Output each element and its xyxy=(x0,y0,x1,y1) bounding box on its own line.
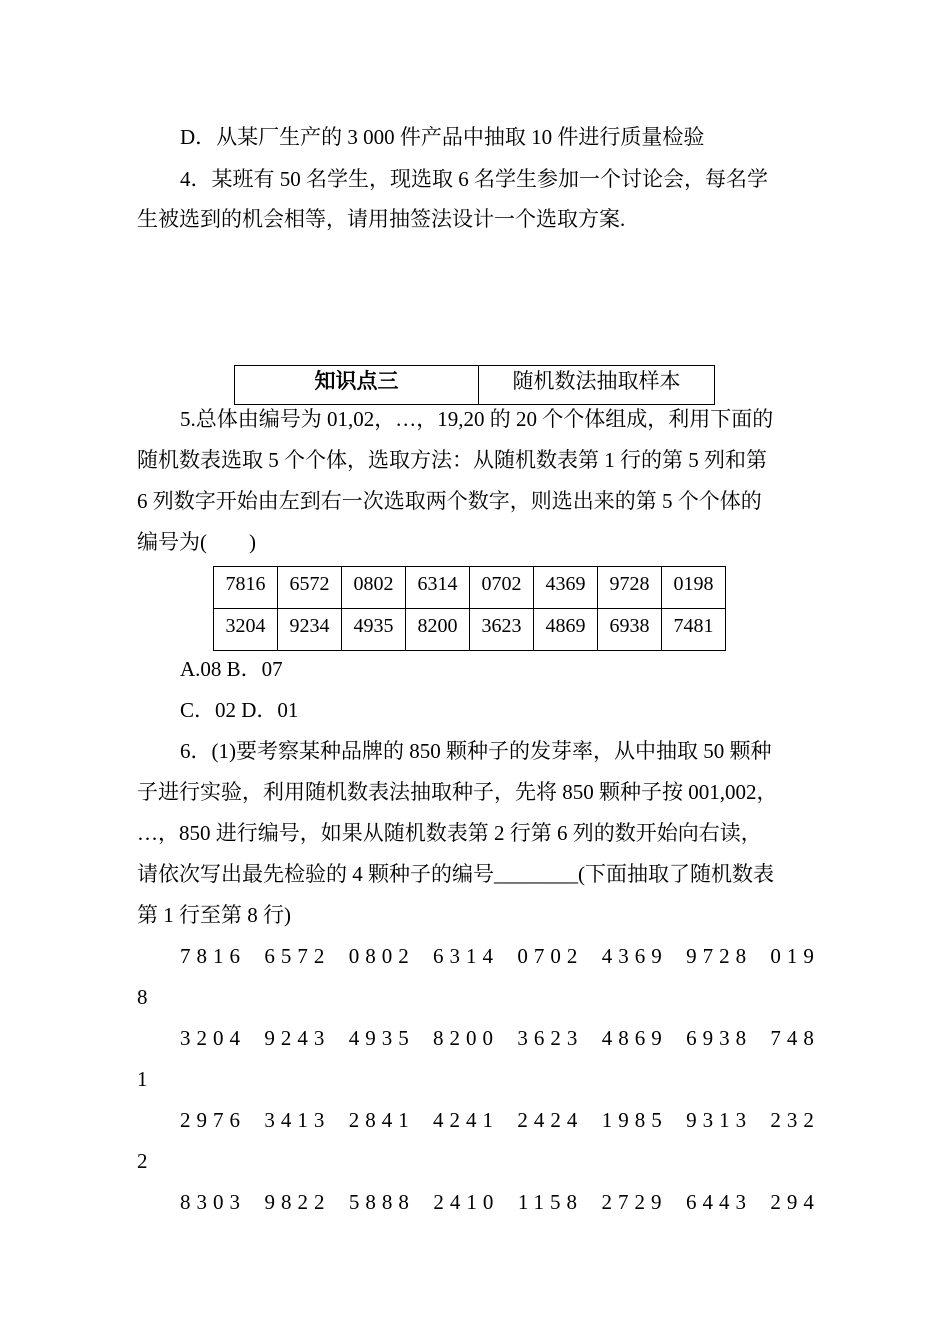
q4-line-1: 4．某班有 50 名学生，现选取 6 名学生参加一个讨论会，每名学 xyxy=(180,167,768,191)
number-group: 1158 xyxy=(517,1190,584,1214)
q6-line-5: 第 1 行至第 8 行) xyxy=(137,903,291,927)
number-group: 0802 xyxy=(348,944,415,968)
number-group: 1985 xyxy=(601,1108,668,1132)
q4-line-2: 生被选到的机会相等，请用抽签法设计一个选取方案. xyxy=(137,207,626,231)
table-cell: 4369 xyxy=(534,567,598,609)
table-cell: 8200 xyxy=(406,609,470,651)
knowledge-point-label: 知识点三 xyxy=(235,366,479,404)
random-row-3-wrap: 2 xyxy=(137,1149,148,1173)
table-cell: 3204 xyxy=(214,609,278,651)
table-cell: 6314 xyxy=(406,567,470,609)
random-row-2-wrap: 1 xyxy=(137,1067,148,1091)
q5-line-2: 随机数表选取 5 个个体，选取方法：从随机数表第 1 行的第 5 列和第 xyxy=(137,448,767,472)
table-cell: 0802 xyxy=(342,567,406,609)
table-cell: 0198 xyxy=(662,567,726,609)
q6-line-4: 请依次写出最先检验的 4 颗种子的编号________(下面抽取了随机数表 xyxy=(137,862,774,886)
table-cell: 3623 xyxy=(470,609,534,651)
number-group: 9313 xyxy=(686,1108,753,1132)
number-group: 4369 xyxy=(601,944,668,968)
table-row xyxy=(214,567,726,609)
number-group: 6443 xyxy=(685,1190,752,1214)
random-row-1 xyxy=(180,943,820,969)
number-group: 6572 xyxy=(264,944,331,968)
number-group: 6314 xyxy=(433,944,500,968)
q5-line-3: 6 列数字开始由左到右一次选取两个数字，则选出来的第 5 个个体的 xyxy=(137,489,762,513)
number-group: 3204 xyxy=(180,1026,246,1050)
random-row-4 xyxy=(180,1189,820,1215)
number-group: 3413 xyxy=(264,1108,331,1132)
number-group: 019 xyxy=(770,944,820,968)
table-cell: 7481 xyxy=(662,609,726,651)
number-group: 7816 xyxy=(180,944,246,968)
random-row-1-wrap: 8 xyxy=(137,985,148,1009)
random-row-2 xyxy=(180,1025,820,1051)
table-cell: 4869 xyxy=(534,609,598,651)
random-number-table xyxy=(213,566,726,651)
number-group: 2841 xyxy=(348,1108,415,1132)
number-group: 2729 xyxy=(601,1190,668,1214)
number-group: 6938 xyxy=(686,1026,753,1050)
number-group: 9728 xyxy=(686,944,753,968)
q3-option-d: D．从某厂生产的 3 000 件产品中抽取 10 件进行质量检验 xyxy=(180,125,705,149)
random-row-3 xyxy=(180,1107,820,1133)
table-cell: 6572 xyxy=(278,567,342,609)
number-group: 4935 xyxy=(348,1026,415,1050)
q6-line-3: …，850 进行编号，如果从随机数表第 2 行第 6 列的数开始向右读， xyxy=(137,821,762,845)
table-cell: 9728 xyxy=(598,567,662,609)
table-cell: 6938 xyxy=(598,609,662,651)
table-cell: 9234 xyxy=(278,609,342,651)
number-group: 3623 xyxy=(517,1026,584,1050)
q6-line-1: 6．(1)要考察某种品牌的 850 颗种子的发芽率，从中抽取 50 颗种 xyxy=(180,739,772,763)
table-cell: 0702 xyxy=(470,567,534,609)
number-group: 9822 xyxy=(264,1190,331,1214)
number-group: 748 xyxy=(770,1026,820,1050)
number-group: 5888 xyxy=(348,1190,415,1214)
number-group: 4241 xyxy=(433,1108,500,1132)
number-group: 9243 xyxy=(264,1026,331,1050)
number-group: 2976 xyxy=(180,1108,246,1132)
q5-options-cd: C．02 D．01 xyxy=(180,698,299,722)
q6-line-2: 子进行实验，利用随机数表法抽取种子，先将 850 颗种子按 001,002， xyxy=(137,780,778,804)
number-group: 0702 xyxy=(517,944,584,968)
knowledge-point-title: 随机数法抽取样本 xyxy=(512,369,681,393)
number-group: 8200 xyxy=(433,1026,500,1050)
q5-options-ab: A.08 B．07 xyxy=(180,657,283,681)
number-group: 8303 xyxy=(180,1190,246,1214)
number-group: 2424 xyxy=(517,1108,584,1132)
number-group: 232 xyxy=(770,1108,820,1132)
q5-line-1: 5.总体由编号为 01,02，…，19,20 的 20 个个体组成，利用下面的 xyxy=(180,407,774,431)
q5-line-4: 编号为( ) xyxy=(137,530,256,554)
table-cell: 7816 xyxy=(214,567,278,609)
number-group: 294 xyxy=(770,1190,820,1214)
number-group: 4869 xyxy=(601,1026,668,1050)
number-group: 2410 xyxy=(433,1190,500,1214)
knowledge-point-box xyxy=(234,365,715,405)
table-cell: 4935 xyxy=(342,609,406,651)
table-row xyxy=(214,609,726,651)
